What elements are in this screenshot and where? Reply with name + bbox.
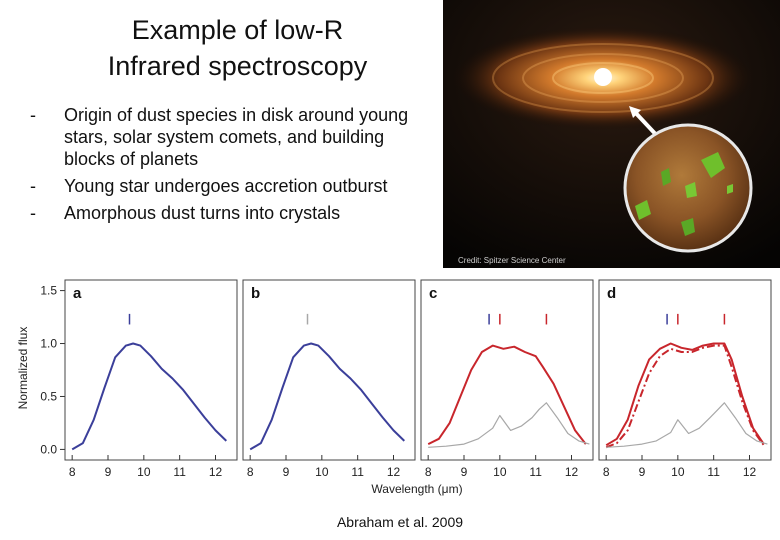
bullet-dash: - [30,203,36,223]
slide-title-line-2: Infrared spectroscopy [107,51,368,81]
spectrum-curve-blue [250,344,404,450]
bullet-item [30,104,440,170]
bullet-text: Amorphous dust turns into crystals [64,203,341,223]
x-tick-label: 10 [493,465,507,479]
panel-frame [243,280,415,460]
x-axis-label: Wavelength (μm) [371,482,463,496]
protoplanetary-disk-illustration [443,0,780,268]
spectra-figure [15,272,780,502]
panel-label: b [251,285,261,302]
x-tick-label: 11 [351,465,364,479]
y-tick-label: 0.0 [40,442,57,457]
x-tick-label: 9 [638,465,646,479]
bullet-dash: - [30,176,36,196]
young-star [594,68,612,86]
x-tick-label: 10 [137,465,151,479]
panel-label: c [429,285,438,302]
spectrum-panel-b [243,280,415,479]
spectrum-curve-red [606,346,764,448]
slide-title [40,12,435,84]
x-tick-label: 11 [529,465,542,479]
bullet-text: Young star undergoes accretion outburst [64,176,388,196]
x-tick-label: 12 [742,465,757,479]
x-tick-label: 9 [282,465,290,479]
x-tick-label: 9 [460,465,468,479]
slide-title-line-1: Example of low-R [131,15,344,45]
bullet-text: Origin of dust species in disk around young stars, solar system comets, and building blocks of planets [64,105,409,169]
y-axis-label: Normalized flux [16,326,30,410]
x-tick-label: 8 [602,465,610,479]
spectrum-curve-blue [72,344,226,450]
x-tick-label: 8 [246,465,254,479]
spectra-chart [15,272,780,502]
bullet-item [30,202,440,224]
x-tick-label: 8 [68,465,76,479]
bullet-item [30,175,440,197]
y-tick-label: 0.5 [40,389,57,404]
panel-label: d [607,285,617,302]
x-tick-label: 8 [424,465,432,479]
x-tick-label: 10 [315,465,329,479]
y-tick-label: 1.5 [40,283,57,298]
x-tick-label: 9 [104,465,112,479]
citation: Abraham et al. 2009 [336,514,464,530]
bullet-list [30,104,440,229]
panel-frame [65,280,237,460]
bullet-dash: - [30,105,36,125]
panel-label: a [73,285,82,302]
spectrum-panel-c [421,280,593,479]
image-credit: Credit: Spitzer Science Center [458,256,566,265]
x-tick-label: 12 [386,465,401,479]
x-tick-label: 12 [208,465,223,479]
x-tick-label: 11 [173,465,186,479]
spectrum-curve-red [428,346,586,445]
x-tick-label: 12 [564,465,579,479]
x-tick-label: 10 [671,465,685,479]
y-tick-label: 1.0 [40,336,57,351]
disk-artwork [443,0,780,268]
spectrum-panel-d [599,280,771,479]
x-tick-label: 11 [707,465,720,479]
spectrum-panel-a [65,280,237,479]
